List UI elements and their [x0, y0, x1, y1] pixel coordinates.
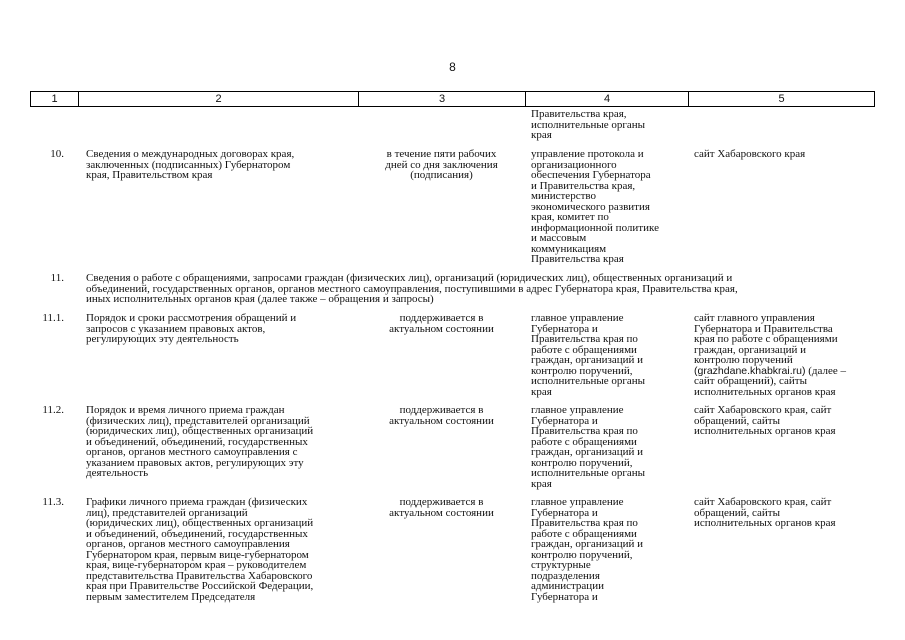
place-text-start: сайт главного управления Губернатора и Правительства края по работе с обращениями граждан, организаций и контролю поручений — [694, 312, 838, 366]
responsible-cell: управление протокола и организационного обеспечения Губернатора и Правительства края, министерство экономического развития края, комитет по информационной политике и массовым коммуникациям Правительства края — [531, 148, 659, 265]
place-cell — [694, 313, 874, 397]
column-number-3: 3 — [359, 92, 526, 106]
row-number: 11.1. — [42, 312, 64, 324]
column-number-2: 2 — [79, 92, 359, 106]
row-number: 11. — [50, 272, 64, 284]
table-column-header — [30, 91, 875, 107]
period-cell: поддерживается в актуальном состоянии — [389, 312, 494, 335]
info-cell: Графики личного приема граждан (физических лиц), представителей организаций (юридических лиц), общественных организаций и объединений, объединений, государственных органов, органов местного самоуправления Губернатором края, первым вице-губернатором края, вице-губернатором края – руководителем представительства Правительства Хабаровского края при Правительстве Российской Федерации, первым заместителем Председателя — [86, 496, 314, 603]
row-number: 10. — [50, 148, 64, 160]
responsible-cell: главное управление Губернатора и Правительства края по работе с обращениями граждан, организаций и контролю поручений, исполнительные органы края — [531, 404, 646, 490]
place-text-end: (далее – сайт обращений), сайты исполнительных органов края — [694, 364, 846, 398]
responsible-cell: главное управление Губернатора и Правительства края по работе с обращениями граждан, организаций и контролю поручений, структурные подразделения администрации Губернатора и — [531, 496, 644, 603]
page-number: 8 — [449, 60, 456, 74]
column-number-1: 1 — [31, 92, 79, 106]
info-cell: Порядок и сроки рассмотрения обращений и запросов с указанием правовых актов, регулирующих эту деятельность — [86, 312, 297, 345]
site-address-link[interactable]: (grazhdane.khabkrai.ru) — [694, 364, 806, 377]
place-cell: сайт Хабаровского края — [694, 148, 806, 160]
info-cell: Сведения о международных договорах края, заключенных (подписанных) Губернатором края, Правительством края — [86, 148, 295, 181]
place-cell: сайт Хабаровского края, сайт обращений, сайты исполнительных органов края — [694, 404, 836, 437]
responsible-cell: главное управление Губернатора и Правительства края по работе с обращениями граждан, организаций и контролю поручений, исполнительные органы края — [531, 312, 646, 398]
period-cell: в течение пяти рабочих дней со дня заключения (подписания) — [385, 148, 498, 181]
info-cell: Порядок и время личного приема граждан (физических лиц), представителей организаций (юридических лиц), общественных организаций и объединений, объединений, государственных органов, органов местного самоуправления с указанием правовых актов, регулирующих эту деятельность — [86, 404, 314, 479]
column-number-5: 5 — [778, 93, 785, 105]
row-number: 11.2. — [42, 404, 64, 416]
place-cell: сайт Хабаровского края, сайт обращений, сайты исполнительных органов края — [694, 496, 836, 529]
period-cell: поддерживается в актуальном состоянии — [389, 496, 494, 519]
row-number: 11.3. — [42, 496, 64, 508]
column-number-4: 4 — [526, 92, 689, 106]
continued-responsible-cell — [531, 109, 689, 141]
continued-responsible-text: Правительства края, исполнительные органы края — [531, 108, 646, 141]
period-cell: поддерживается в актуальном состоянии — [389, 404, 494, 427]
section-heading-cell: Сведения о работе с обращениями, запросами граждан (физических лиц), организаций (юридических лиц), общественных организаций и объединений, государственных органов, органов местного самоуправления, поступившими в адрес Губернатора края, Правительства края, иных исполнительных органов края (далее также – обращения и запросы) — [86, 272, 738, 305]
